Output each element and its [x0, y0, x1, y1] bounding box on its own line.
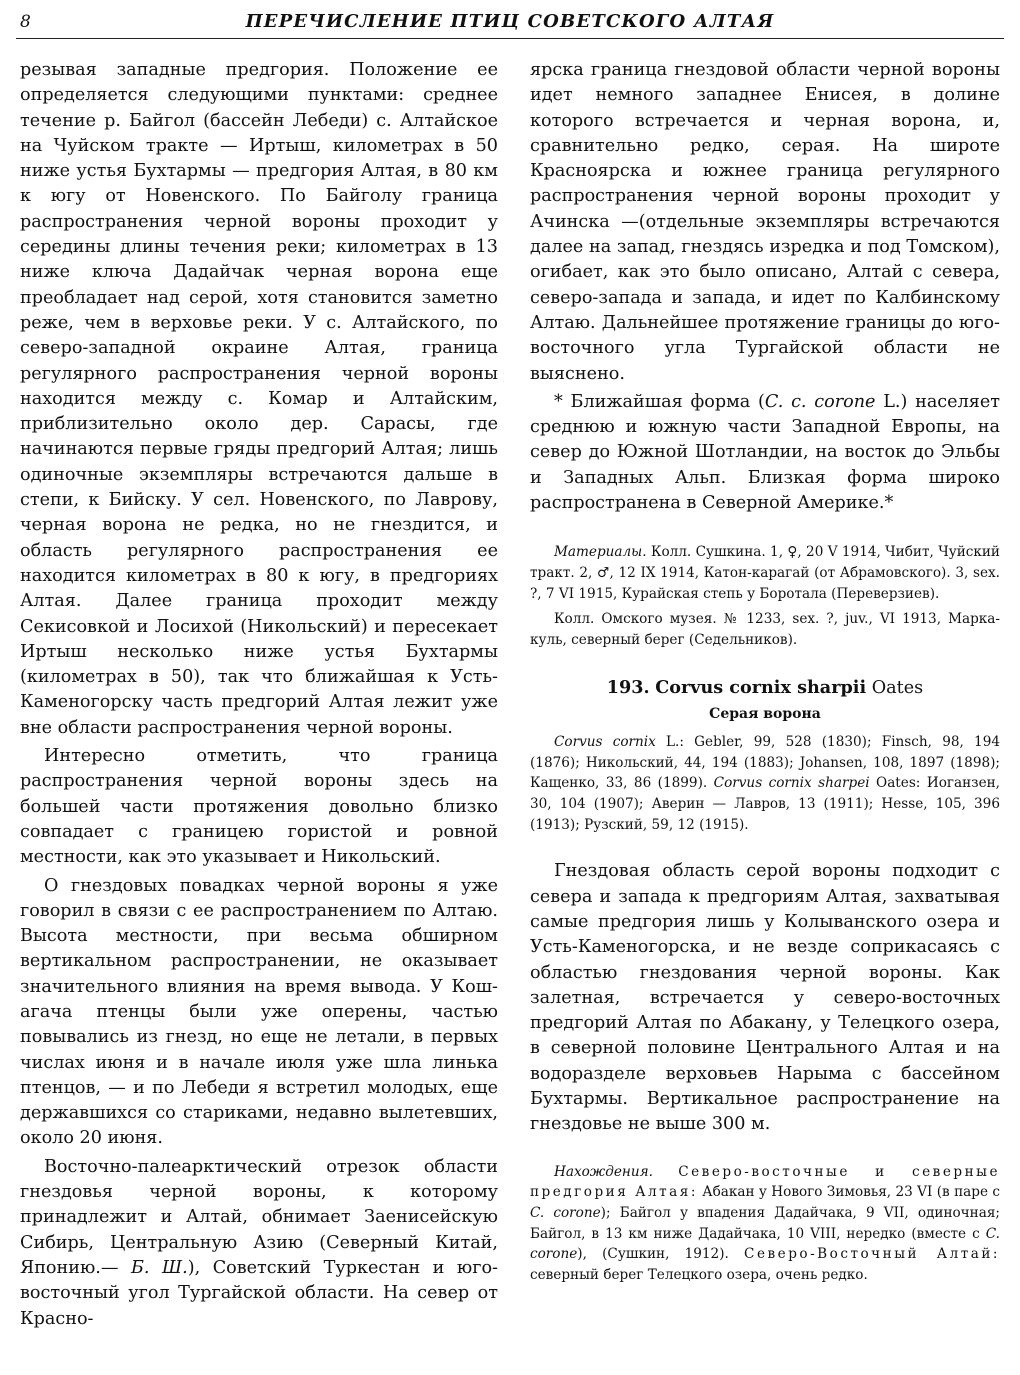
latin-name: Corvus cornix [554, 733, 656, 750]
findings-label: Нахождения. [554, 1163, 653, 1180]
paragraph [20, 1155, 498, 1332]
latin-name: C. corone [530, 1225, 1000, 1263]
text-run: L.) населяет среднюю и южную части Западной Европы, на север до Южной Шотландии, на восток до Эльбы и Западных Альп. Близкая форма широко распространена в Северной Америке.* [530, 391, 1000, 514]
region-heading: Северо-Восточный Алтай: [744, 1246, 1000, 1263]
materials-block [530, 542, 1000, 651]
paragraph: Гнездовая область серой вороны подходит с севера и запада к предгориям Алтая, захватывая самые предгория лишь у Колыванского озера и Усть-Каменогорска, и не везде соприкасаясь с областью гнездования черной вороны. Как залетная, встречается у северо-восточных предгорий Алтая по Абакану, у Телецкого озера, в северной половине Центрального Алтая и на водоразделе верховьев Нарыма с бассейном Бухтармы. Вертикальное распространение на гнездовье не выше 300 м. [530, 861, 1000, 1135]
left-column [20, 58, 498, 1332]
paragraph: ярска граница гнездовой области черной вороны идет немного западнее Енисея, в долине которого встречается и черная ворона, и, сравнительно редко, серая. На широте Красноярска и южнее граница регулярного распространения черной вороны проходит у Ачинска —(отдельные экземпляры встречаются далее на запад, гнездясь изредка и под Томском), огибает, как это было описано, Алтай с севера, северо-запада и запада, и идет по Калбинскому Алтаю. Дальнейшее протяжение границы до юго-восточного угла Тургайской области не выяснено. [530, 60, 1000, 384]
region-heading: Северо-восточные и северные предгория Алтая: [530, 1163, 1000, 1201]
text-run: северный берег Телецкого озера, очень редко. [530, 1267, 868, 1284]
species-author: Oates [866, 677, 924, 698]
museum-paragraph: Колл. Омского музея. № 1233, sex. ?, juv., VI 1913, Марка-куль, северный берег (Седельников). [530, 611, 1000, 649]
materials-label: Материалы. [554, 544, 647, 561]
latin-name: C. c. corone [764, 391, 876, 412]
synonymy-block [530, 732, 1000, 836]
running-title: ПЕРЕЧИСЛЕНИЕ ПТИЦ СОВЕТСКОГО АЛТАЯ [245, 11, 775, 32]
text-run: L.: Gebler, 99, 528 (1830); Finsch, 98, 194 (1876); Никольский, 44, 194 (1883); Johansen, 108, 1897 (1898); Кащенко, 33, 86 (1899). [530, 733, 1000, 792]
species-heading [530, 677, 1000, 698]
species-latin-name: Corvus cornix sharpii [655, 676, 867, 698]
author-initials: Б. Ш. [131, 1257, 188, 1278]
text-run: * Ближайшая форма ( [554, 391, 765, 412]
right-column [530, 58, 1000, 1286]
species-number: 193. [606, 676, 650, 698]
continued-text [530, 58, 1000, 516]
paragraph: О гнездовых повадках черной вороны я уже говорил в связи с ее распространением по Алтаю. Высота местности, при весьма обширном вертикальном распространении, не оказывает значительного влияния на время вывода. У Кош-агача птенцы были уже оперены, частью повывались из гнезд, но еще не летали, в первых числах июня и в начале июля уже шла линька птенцов, — и по Лебеди я встретил молодых, еще державшихся со стариками, недавно вылетевших, около 20 июня. [20, 875, 498, 1149]
text-run: Колл. Сушкина. 1, ♀, 20 V 1914, Чибит, Чуйский тракт. 2, ♂, 12 IX 1914, Катон-карагай (от Абрамовского). 3, sex. ?, 7 VI 1915, Курайская степь у Боротала (Переверзиев). [530, 544, 1000, 602]
species-common-name: Серая ворона [709, 705, 821, 722]
synonymy-paragraph [530, 732, 1000, 836]
text-run: ), (Сушкин, 1912). [577, 1246, 745, 1263]
latin-name: Corvus cornix sharpei [713, 775, 870, 792]
latin-name: C. corone [530, 1205, 601, 1222]
page-number: 8 [20, 12, 31, 32]
species-description [530, 859, 1000, 1137]
text-run: Восточно-палеарктический отрезок области гнездовья черной вороны, к которому принадлежит и Алтай, обнимает Заенисейскую Сибирь, Центральную Азию (Северный Китай, Японию.— [20, 1156, 498, 1278]
text-run: Oates: Иоганзен, 30, 104 (1907); Аверин — Лавров, 13 (1911); Hesse, 105, 396 (1913); Рузский, 59, 12 (1915). [530, 775, 1000, 833]
paragraph: Интересно отметить, что граница распространения черной вороны здесь на большей части протяжения довольно близко совпадает с границею гористой и ровной местности, как это указывает и Никольский. [20, 746, 498, 868]
footnote-paragraph [530, 390, 1000, 516]
findings-paragraph [530, 1162, 1000, 1286]
text-run: ), Советский Туркестан и юго-восточный угол Тургайской области. На север от Красно- [20, 1257, 498, 1329]
running-header [16, 6, 1004, 39]
text-run: ); Байгол у впадения Дадайчака, 9 VII, одиночная; Байгол, в 13 км ниже Дадайчака, 10 VIII, нередко (вместе с [530, 1205, 1000, 1242]
paragraph: резывая западные предгория. Положение ее определяется следующими пунктами: среднее течение р. Байгол (бассейн Лебеди) с. Алтайское на Чуйском тракте — Иртыш, километрах в 50 ниже устья Бухтармы — предгория Алтая, в 80 км к югу от Новенского. По Байголу граница распространения черной вороны проходит у середины длины течения реки; километрах в 13 ниже ключа Дадайчак черная ворона еще преобладает над серой, хотя становится заметно реже, чем в верховье реки. У с. Алтайского, по северо-западной окраине Алтая, граница регулярного распространения черной вороны находится между с. Комар и Алтайским, приблизительно около дер. Сарасы, где начинаются первые гряды предгорий Алтая; лишь одиночные экземпляры встречаются дальше в степи, к Бийску. У сел. Новенского, по Лаврову, черная ворона не редка, но не гнездится, и область регулярного распространения ее находится километрах в 80 к югу, в предгориях Алтая. Далее граница проходит между Секисовкой и Лосихой (Никольский) и пересекает Иртыш несколько ниже устья Бухтармы (километрах в 50), так что ближайшая к Усть-Каменогорску часть предгорий Алтая лежит уже вне области распространения черной вороны. [20, 60, 498, 738]
findings-block [530, 1162, 1000, 1286]
materials-paragraph [530, 542, 1000, 604]
text-run: Абакан у Нового Зимовья, 23 VI (в паре с [697, 1184, 1000, 1201]
